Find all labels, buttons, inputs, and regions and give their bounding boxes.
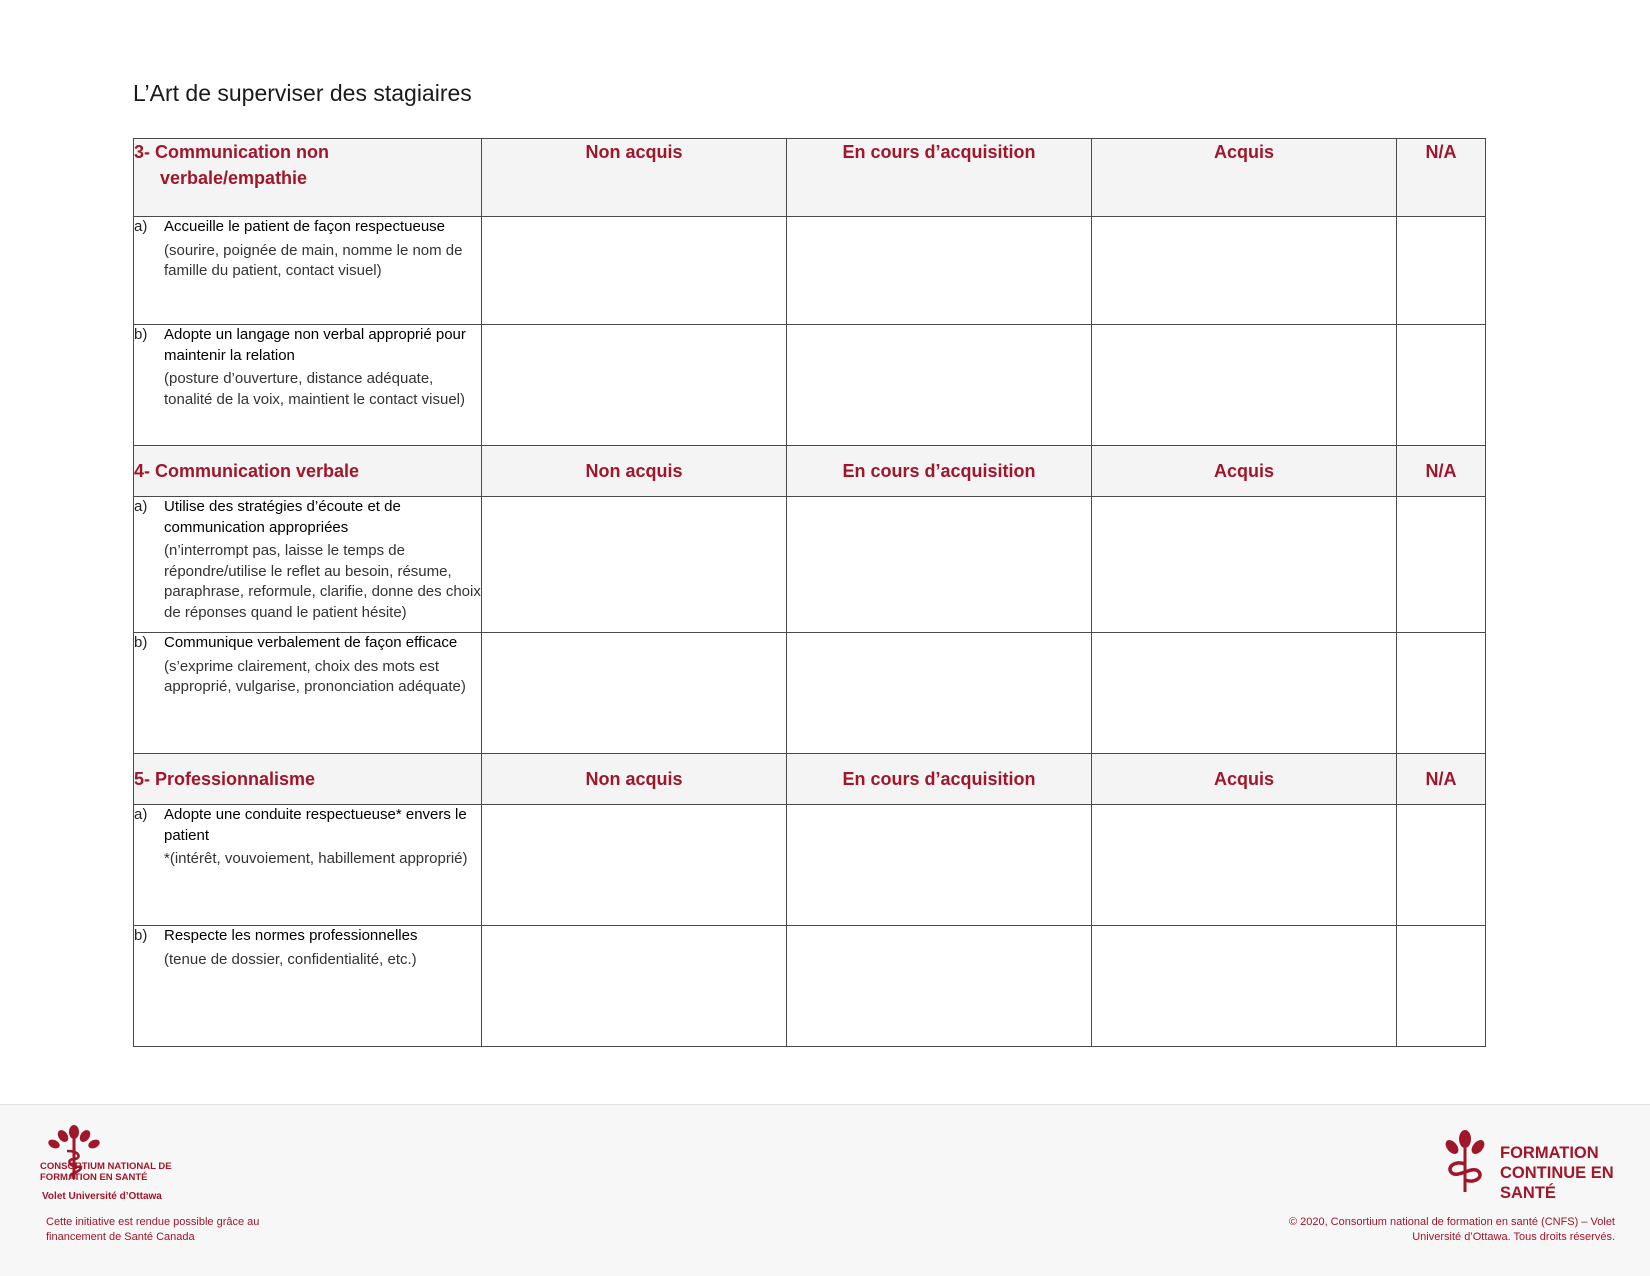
item-letter: b) — [134, 634, 148, 651]
rating-cell-na[interactable] — [1397, 926, 1486, 1047]
criterion-cell — [134, 325, 482, 446]
criterion-text: Communique verbalement de façon efficace — [164, 634, 458, 651]
column-header-non-acquis: Non acquis — [482, 754, 787, 805]
rating-cell-en-cours[interactable] — [787, 633, 1092, 754]
column-header-en-cours: En cours d’acquisition — [787, 446, 1092, 497]
rating-cell-non-acquis[interactable] — [482, 805, 787, 926]
criterion-detail: (sourire, poignée de main, nomme le nom de famille du patient, contact visuel) — [164, 241, 463, 279]
cnfs-volet: Volet Université d’Ottawa — [42, 1191, 162, 1202]
section-header-row — [134, 139, 1486, 217]
rating-cell-non-acquis[interactable] — [482, 633, 787, 754]
criterion-cell — [134, 497, 482, 633]
criterion-text: Adopte une conduite respectueuse* envers le patient — [164, 806, 467, 844]
criterion-detail: (tenue de dossier, confidentialité, etc.) — [164, 950, 417, 968]
footer — [0, 1104, 1650, 1276]
criterion-detail: (s’exprime clairement, choix des mots est approprié, vulgarise, prononciation adéquate) — [164, 657, 466, 695]
rating-cell-acquis[interactable] — [1092, 633, 1397, 754]
item-letter: b) — [134, 326, 148, 343]
rating-cell-acquis[interactable] — [1092, 497, 1397, 633]
rating-cell-en-cours[interactable] — [787, 497, 1092, 633]
column-header-non-acquis: Non acquis — [482, 446, 787, 497]
criterion-text: Respecte les normes professionnelles — [164, 927, 418, 944]
criterion-detail: (posture d’ouverture, distance adéquate, tonalité de la voix, maintient le contact visuel) — [164, 370, 465, 408]
rating-cell-acquis[interactable] — [1092, 805, 1397, 926]
section-heading: 3- Communication non verbale/empathie — [134, 139, 482, 217]
rating-cell-na[interactable] — [1397, 325, 1486, 446]
section-heading: 4- Communication verbale — [134, 446, 482, 497]
rating-cell-na[interactable] — [1397, 633, 1486, 754]
column-header-na: N/A — [1397, 754, 1486, 805]
criterion-text: Adopte un langage non verbal approprié pour maintenir la relation — [164, 326, 466, 364]
table-row — [134, 805, 1486, 926]
rating-cell-acquis[interactable] — [1092, 926, 1397, 1047]
criterion-detail: *(intérêt, vouvoiement, habillement approprié) — [164, 850, 468, 867]
rating-cell-na[interactable] — [1397, 217, 1486, 325]
table-row — [134, 497, 1486, 633]
fcs-brand-text: FORMATION CONTINUE EN SANTÉ — [1500, 1144, 1614, 1202]
criterion-cell — [134, 926, 482, 1047]
rating-cell-non-acquis[interactable] — [482, 926, 787, 1047]
funding-note: Cette initiative est rendue possible grâce au financement de Santé Canada — [46, 1216, 260, 1243]
criterion-cell — [134, 217, 482, 325]
item-letter: a) — [134, 806, 148, 823]
rating-cell-non-acquis[interactable] — [482, 325, 787, 446]
column-header-en-cours: En cours d’acquisition — [787, 754, 1092, 805]
column-header-acquis: Acquis — [1092, 446, 1397, 497]
criterion-cell — [134, 633, 482, 754]
item-letter: a) — [134, 498, 148, 515]
rating-cell-acquis[interactable] — [1092, 217, 1397, 325]
rating-cell-na[interactable] — [1397, 497, 1486, 633]
rating-cell-en-cours[interactable] — [787, 805, 1092, 926]
section-header-row — [134, 754, 1486, 805]
column-header-na: N/A — [1397, 446, 1486, 497]
criterion-cell — [134, 805, 482, 926]
rating-cell-acquis[interactable] — [1092, 325, 1397, 446]
fcs-leaf-icon — [1440, 1130, 1490, 1194]
rating-cell-na[interactable] — [1397, 805, 1486, 926]
section-heading: 5- Professionnalisme — [134, 754, 482, 805]
table-row — [134, 633, 1486, 754]
evaluation-table — [133, 138, 1486, 1047]
rating-cell-en-cours[interactable] — [787, 926, 1092, 1047]
criterion-text: Utilise des stratégies d’écoute et de communication appropriées — [164, 498, 401, 536]
page-title: L’Art de superviser des stagiaires — [133, 80, 472, 106]
column-header-na: N/A — [1397, 139, 1486, 217]
table-row — [134, 926, 1486, 1047]
rating-cell-non-acquis[interactable] — [482, 217, 787, 325]
criterion-detail: (n’interrompt pas, laisse le temps de répondre/utilise le reflet au besoin, résume, paraphrase, reformule, clarifie, donne des choix de réponses quand le patient hésite) — [164, 542, 481, 621]
table-row — [134, 325, 1486, 446]
item-letter: b) — [134, 927, 148, 944]
rating-cell-non-acquis[interactable] — [482, 497, 787, 633]
column-header-acquis: Acquis — [1092, 139, 1397, 217]
cnfs-org-name: CONSORTIUM NATIONAL DE FORMATION EN SANTÉ — [40, 1161, 172, 1183]
item-letter: a) — [134, 218, 148, 235]
rating-cell-en-cours[interactable] — [787, 325, 1092, 446]
table-row — [134, 217, 1486, 325]
criterion-text: Accueille le patient de façon respectueuse — [164, 218, 446, 235]
copyright-note: © 2020, Consortium national de formation en santé (CNFS) – Volet Université d’Ottawa. Tous droits réservés. — [1288, 1216, 1615, 1243]
column-header-acquis: Acquis — [1092, 754, 1397, 805]
column-header-en-cours: En cours d’acquisition — [787, 139, 1092, 217]
column-header-non-acquis: Non acquis — [482, 139, 787, 217]
section-header-row — [134, 446, 1486, 497]
rating-cell-en-cours[interactable] — [787, 217, 1092, 325]
